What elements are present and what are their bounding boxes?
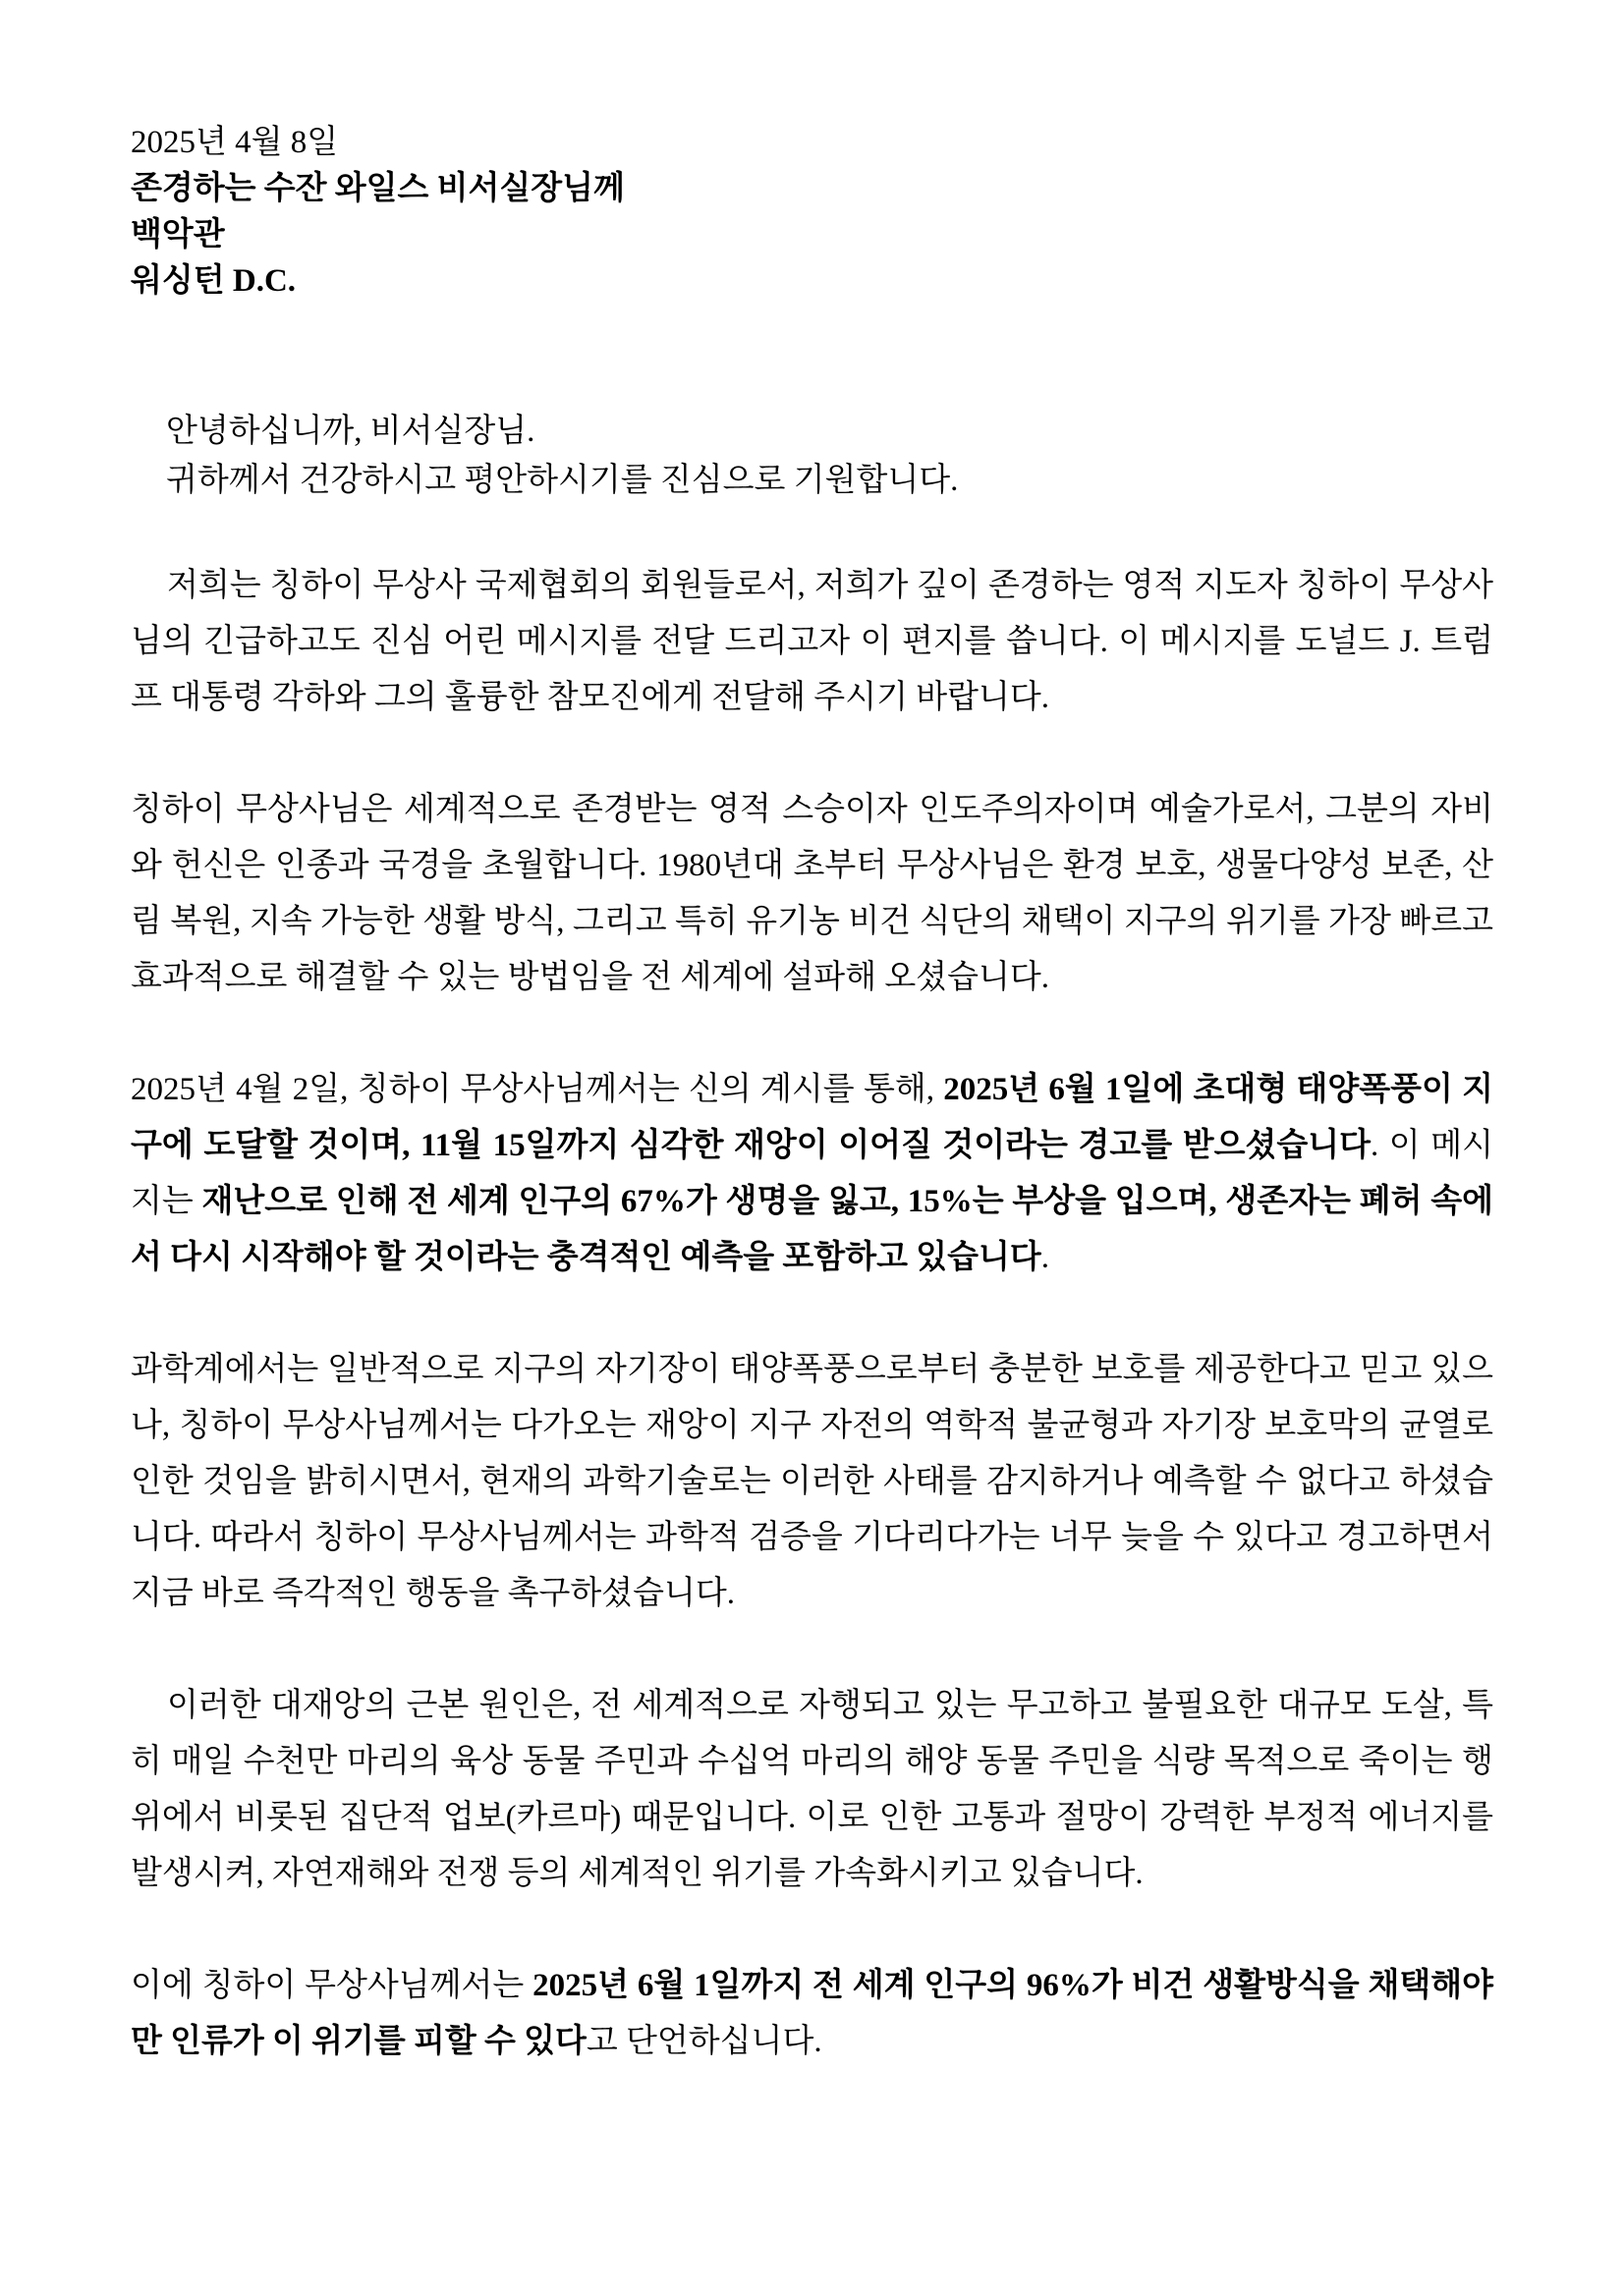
emphasized-text: 재난으로 인해 전 세계 인구의 67%가 생명을 잃고, 15%는 부상을 입으며, 생존자는 폐허 속에서 다시 시작해야 할 것이라는 충격적인 예측을 포함하고 있습니다 (131, 1184, 1493, 1275)
greeting-line-2: 귀하께서 건강하시고 평안하시기를 진심으로 기원합니다. (166, 463, 959, 498)
body-text: 저희는 칭하이 무상사 국제협회의 회원들로서, 저희가 깊이 존경하는 영적 지도자 칭하이 무상사님의 긴급하고도 진심 어린 메시지를 전달 드리고자 이 편지를 씁니다. 이 메시지를 도널드 J. 트럼프 대통령 각하와 그의 훌륭한 참모진에게 전달해 주시기 바랍니다. (131, 568, 1493, 715)
emphasized-text: 2025년 6월 1일까지 전 세계 인구의 96%가 비건 생활방식을 채택해야만 인류가 이 위기를 피할 수 있다 (131, 1968, 1493, 2059)
letter-paragraph (131, 1958, 1493, 2070)
letter-paragraph (131, 558, 1493, 726)
letter-recipient: 존경하는 수잔 와일스 비서실장님께 (131, 171, 625, 206)
body-text: 칭하이 무상사님은 세계적으로 존경받는 영적 스승이자 인도주의자이며 예술가로서, 그분의 자비와 헌신은 인종과 국경을 초월합니다. 1980년대 초부터 무상사님은 환경 보호, 생물다양성 보존, 산림 복원, 지속 가능한 생활 방식, 그리고 특히 유기농 비건 식단의 채택이 지구의 위기를 가장 빠르고 효과적으로 해결할 수 있는 방법임을 전 세계에 설파해 오셨습니다. (131, 792, 1493, 995)
letter-paragraph (131, 1678, 1493, 1902)
letter-header (131, 120, 1493, 305)
letter-paragraph (131, 1062, 1493, 1286)
emphasized-text: 2025년 6월 1일에 초대형 태양폭풍이 지구에 도달할 것이며, 11월 15일까지 심각한 재앙이 이어질 것이라는 경고를 받으셨습니다 (131, 1072, 1494, 1163)
body-text: 고 단언하십니다. (586, 2024, 822, 2059)
body-text: . 이 메시지는 (131, 1128, 1494, 1219)
letter-address-line1: 백악관 (131, 217, 225, 252)
body-text: 과학계에서는 일반적으로 지구의 자기장이 태양폭풍으로부터 충분한 보호를 제공한다고 믿고 있으나, 칭하이 무상사님께서는 다가오는 재앙이 지구 자전의 역학적 불균형과 자기장 보호막의 균열로 인한 것임을 밝히시면서, 현재의 과학기술로는 이러한 사태를 감지하거나 예측할 수 없다고 하셨습니다. 따라서 칭하이 무상사님께서는 과학적 검증을 기다리다가는 너무 늦을 수 있다고 경고하면서 지금 바로 즉각적인 행동을 촉구하셨습니다. (131, 1352, 1493, 1611)
letter-paragraph (131, 782, 1493, 1006)
letter-address-line2: 워싱턴 D.C. (131, 263, 297, 299)
letter-body (131, 558, 1493, 2070)
body-text: 이러한 대재앙의 근본 원인은, 전 세계적으로 자행되고 있는 무고하고 불필요한 대규모 도살, 특히 매일 수천만 마리의 육상 동물 주민과 수십억 마리의 해양 동물 주민을 식량 목적으로 죽이는 행위에서 비롯된 집단적 업보(카르마) 때문입니다. 이로 인한 고통과 절망이 강력한 부정적 에너지를 발생시켜, 자연재해와 전쟁 등의 세계적인 위기를 가속화시키고 있습니다. (131, 1688, 1493, 1891)
letter-greeting (131, 407, 1493, 505)
body-text: . (1040, 1240, 1049, 1275)
greeting-line-1: 안녕하십니까, 비서실장님. (166, 414, 535, 449)
body-text: 이에 칭하이 무상사님께서는 (131, 1968, 533, 2003)
letter-paragraph (131, 1342, 1493, 1622)
letter-date: 2025년 4월 8일 (131, 125, 339, 160)
body-text: 2025년 4월 2일, 칭하이 무상사님께서는 신의 계시를 통해, (131, 1072, 944, 1107)
